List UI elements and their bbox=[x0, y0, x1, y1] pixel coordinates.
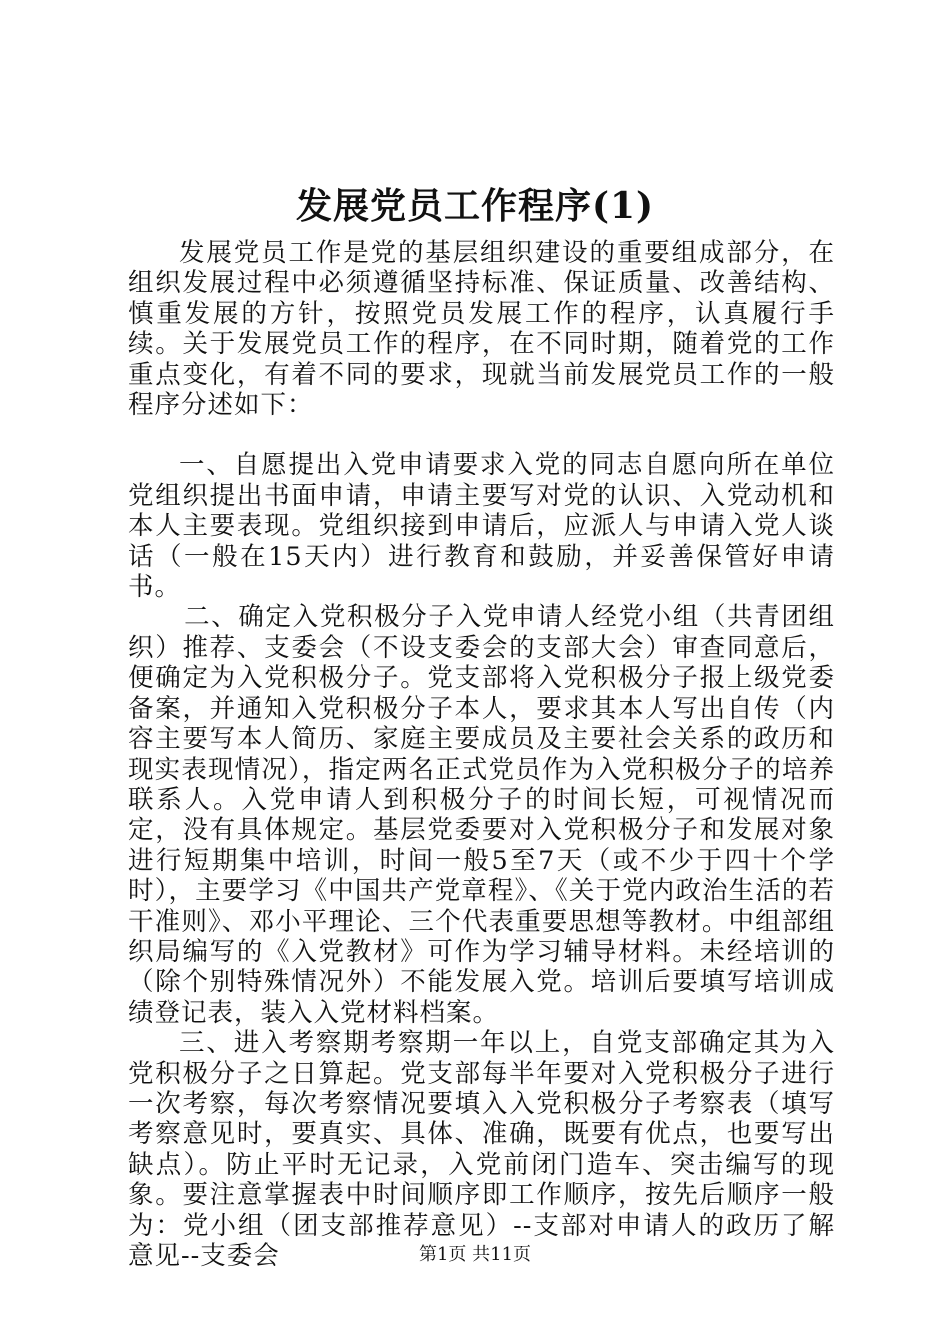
document-body bbox=[128, 238, 835, 1271]
paragraph-intro: 发展党员工作是党的基层组织建设的重要组成部分，在组织发展过程中必须遵循坚持标准、保证质量、改善结构、慎重发展的方针，按照党员发展工作的程序，认真履行手续。关于发展党员工作的程序，在不同时期，随着党的工作重点变化，有着不同的要求，现就当前发展党员工作的一般程序分述如下： bbox=[128, 238, 835, 421]
paragraph-step-2: 二、确定入党积极分子入党申请人经党小组（共青团组织）推荐、支委会（不设支委会的支部大会）审查同意后，便确定为入党积极分子。党支部将入党积极分子报上级党委备案，并通知入党积极分子本人，要求其本人写出自传（内容主要写本人简历、家庭主要成员及主要社会关系的政历和现实表现情况），指定两名正式党员作为入党积极分子的培养联系人。入党申请人到积极分子的时间长短，可视情况而定，没有具体规定。基层党委要对入党积极分子和发展对象进行短期集中培训，时间一般5至7天（或不少于四十个学时），主要学习《中国共产党章程》、《关于党内政治生活的若干准则》、邓小平理论、三个代表重要思想等教材。中组部组织局编写的《入党教材》可作为学习辅导材料。未经培训的（除个别特殊情况外）不能发展入党。培训后要填写培训成绩登记表，装入入党材料档案。 bbox=[128, 602, 835, 1028]
paragraph-step-1: 一、自愿提出入党申请要求入党的同志自愿向所在单位党组织提出书面申请，申请主要写对党的认识、入党动机和本人主要表现。党组织接到申请后，应派人与申请入党人谈话（一般在15天内）进行教育和鼓励，并妥善保管好申请书。 bbox=[128, 450, 835, 603]
page-number: 第1页 共11页 bbox=[418, 1244, 532, 1265]
document-title: 发展党员工作程序(1) bbox=[295, 185, 655, 227]
paragraph-step-3: 三、进入考察期考察期一年以上，自党支部确定其为入党积极分子之日算起。党支部每半年要对入党积极分子进行一次考察，每次考察情况要填入入党积极分子考察表（填写考察意见时，要真实、具体、准确，既要有优点，也要写出缺点）。防止平时无记录，入党前闭门造车、突击编写的现象。要注意掌握表中时间顺序即工作顺序，按先后顺序一般为：党小组（团支部推荐意见）--支部对申请人的政历了解意见--支委会 bbox=[128, 1028, 835, 1271]
